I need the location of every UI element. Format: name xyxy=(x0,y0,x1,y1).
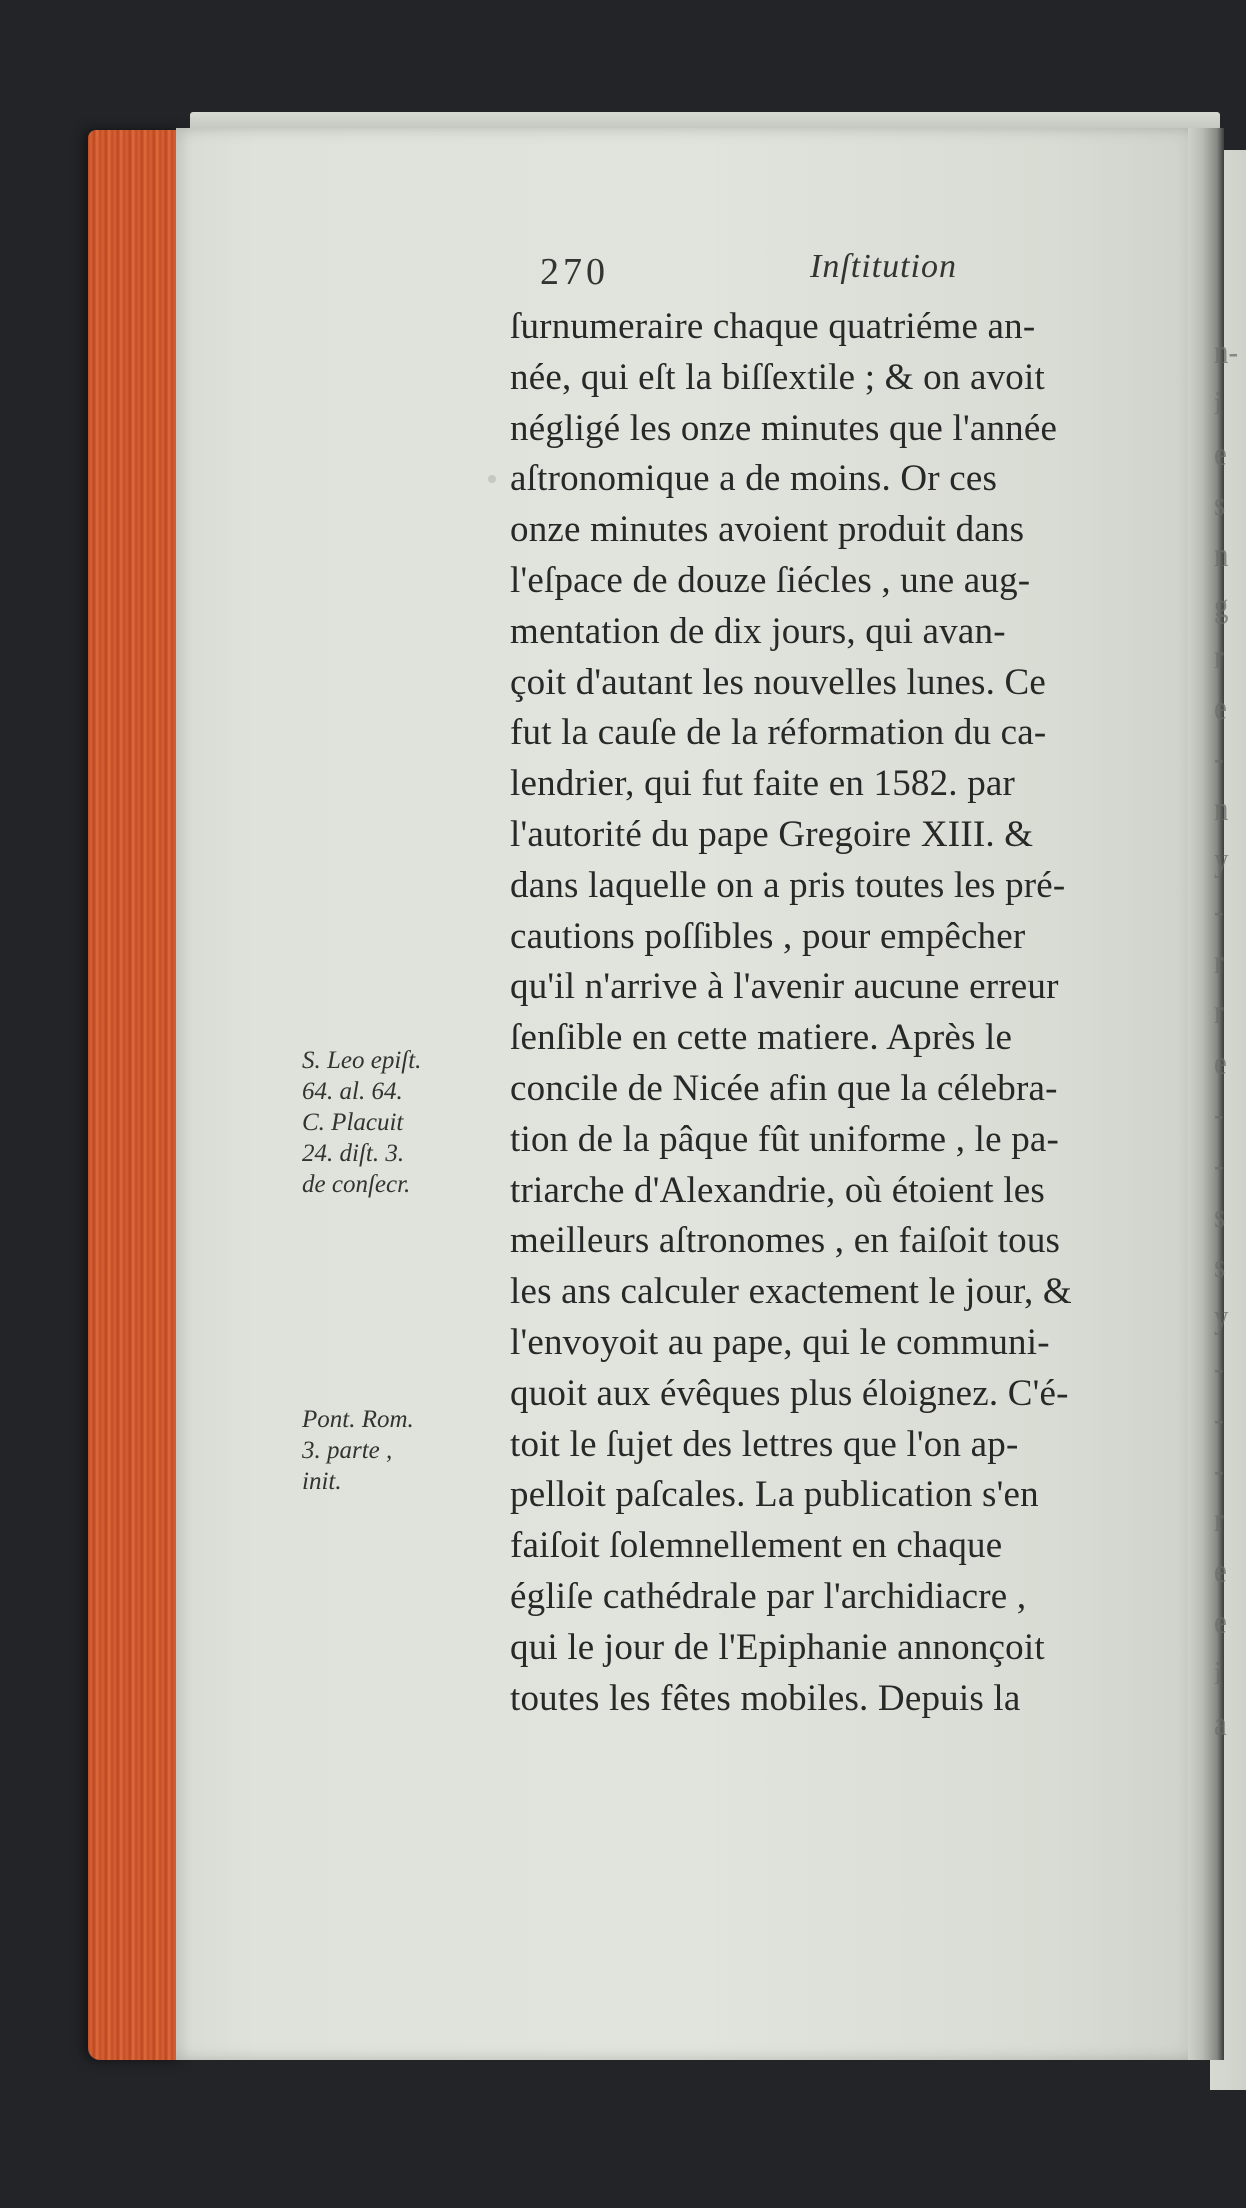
facing-page-line: a xyxy=(1214,1705,1227,1743)
body-text-line: meilleurs aſtronomes , en faiſoit tous xyxy=(510,1220,1061,1262)
body-text-line: mentation de dix jours, qui avan- xyxy=(510,610,1006,652)
margin-note-line: init. xyxy=(302,1468,342,1495)
facing-page-line: - xyxy=(1214,1349,1224,1387)
body-text-line: qui le jour de l'Epiphanie annonçoit xyxy=(510,1626,1045,1668)
facing-page-line: i xyxy=(1214,1654,1223,1692)
facing-page-line: n xyxy=(1214,537,1229,575)
facing-page-line: e xyxy=(1214,1045,1227,1083)
facing-page-text-glimpse xyxy=(1214,328,1241,1750)
ink-spot xyxy=(488,475,496,483)
body-text-line: onze minutes avoient produit dans xyxy=(510,509,1025,551)
body-text-line: l'eſpace de douze ſiécles , une aug- xyxy=(510,559,1031,601)
facing-page-line: n xyxy=(1214,791,1229,829)
facing-page-line: r xyxy=(1214,1502,1224,1540)
facing-page-line: r xyxy=(1214,638,1224,676)
body-text-line: çoit d'autant les nouvelles lunes. Ce xyxy=(510,661,1047,703)
facing-page-line: e xyxy=(1214,689,1227,727)
body-text-line: tion de la pâque fût uniforme , le pa- xyxy=(510,1118,1060,1160)
body-text-line: pelloit paſcales. La publication s'en xyxy=(510,1474,1039,1516)
body-text-line: égliſe cathédrale par l'archidiacre , xyxy=(510,1575,1027,1617)
body-text-line: négligé les onze minutes que l'année xyxy=(510,407,1058,449)
facing-page-line: - xyxy=(1214,1095,1224,1133)
page-number: 270 xyxy=(540,251,609,293)
body-text-line: toutes les fêtes mobiles. Depuis la xyxy=(510,1677,1021,1719)
margin-note-line: C. Placuit xyxy=(302,1109,404,1136)
facing-page-line: e xyxy=(1214,1553,1227,1591)
body-text-line: ſurnumeraire chaque quatriéme an- xyxy=(510,306,1036,347)
facing-page-line: g xyxy=(1214,587,1229,625)
facing-page-line: - xyxy=(1214,1146,1224,1184)
body-text-line: toit le ſujet des lettres que l'on ap- xyxy=(510,1423,1019,1465)
margin-note-line: 24. diſt. 3. xyxy=(302,1140,405,1167)
main-text-column xyxy=(510,302,1200,1724)
facing-page-line: y xyxy=(1214,1299,1229,1337)
body-text-line: dans laquelle on a pris toutes les pré- xyxy=(510,864,1066,906)
facing-page-line: - xyxy=(1214,740,1224,778)
body-text-line: les ans calculer exactement le jour, & xyxy=(510,1271,1072,1313)
running-title: Inſtitution xyxy=(810,248,957,285)
facing-page-line: - xyxy=(1214,1451,1224,1489)
facing-page-line: - xyxy=(1214,892,1224,930)
facing-page-line: y xyxy=(1214,841,1229,879)
body-text-line: aſtronomique a de moins. Or ces xyxy=(510,458,998,500)
facing-page-line: e xyxy=(1214,1603,1227,1641)
body-text-line: triarche d'Alexandrie, où étoient les xyxy=(510,1169,1045,1211)
body-text-line: faiſoit ſolemnellement en chaque xyxy=(510,1525,1003,1567)
margin-note-line: S. Leo epiſt. xyxy=(302,1047,422,1074)
facing-page-line: - xyxy=(1214,1400,1224,1438)
facing-page-line: s xyxy=(1214,1248,1226,1286)
facing-page-line: n- xyxy=(1214,334,1239,371)
margin-note-line: 64. al. 64. xyxy=(302,1078,403,1105)
body-text-line: concile de Nicée afin que la célebra- xyxy=(510,1067,1058,1109)
facing-page-line: r xyxy=(1214,943,1224,981)
running-head xyxy=(540,250,1040,300)
margin-note-line: 3. parte , xyxy=(302,1437,393,1464)
facing-page-line: i xyxy=(1214,384,1223,422)
body-text-line: lendrier, qui fut faite en 1582. par xyxy=(510,763,1016,805)
body-text-line: l'autorité du pape Gregoire XIII. & xyxy=(510,813,1034,855)
body-text-line: cautions poſſibles , pour empêcher xyxy=(510,915,1026,957)
facing-page-line: s xyxy=(1214,486,1226,524)
margin-note-line: de conſecr. xyxy=(302,1171,411,1198)
body-text-line: née, qui eſt la biſſextile ; & on avoit xyxy=(510,356,1045,398)
body-text-line: quoit aux évêques plus éloignez. C'é- xyxy=(510,1372,1069,1414)
margin-note-line: Pont. Rom. xyxy=(302,1406,414,1433)
body-text-line: l'envoyoit au pape, qui le communi- xyxy=(510,1321,1050,1363)
body-text-line: qu'il n'arrive à l'avenir aucune erreur xyxy=(510,966,1059,1008)
red-page-edges xyxy=(88,130,184,2060)
body-text-line: fut la cauſe de la réformation du ca- xyxy=(510,712,1047,754)
facing-page-line: r xyxy=(1214,994,1224,1032)
margin-note-1 xyxy=(302,1045,507,1200)
body-text-line: ſenſible en cette matiere. Après le xyxy=(510,1017,1013,1059)
facing-page-line: s xyxy=(1214,1197,1226,1235)
margin-note-2 xyxy=(302,1404,507,1497)
facing-page-line: e xyxy=(1214,435,1227,473)
